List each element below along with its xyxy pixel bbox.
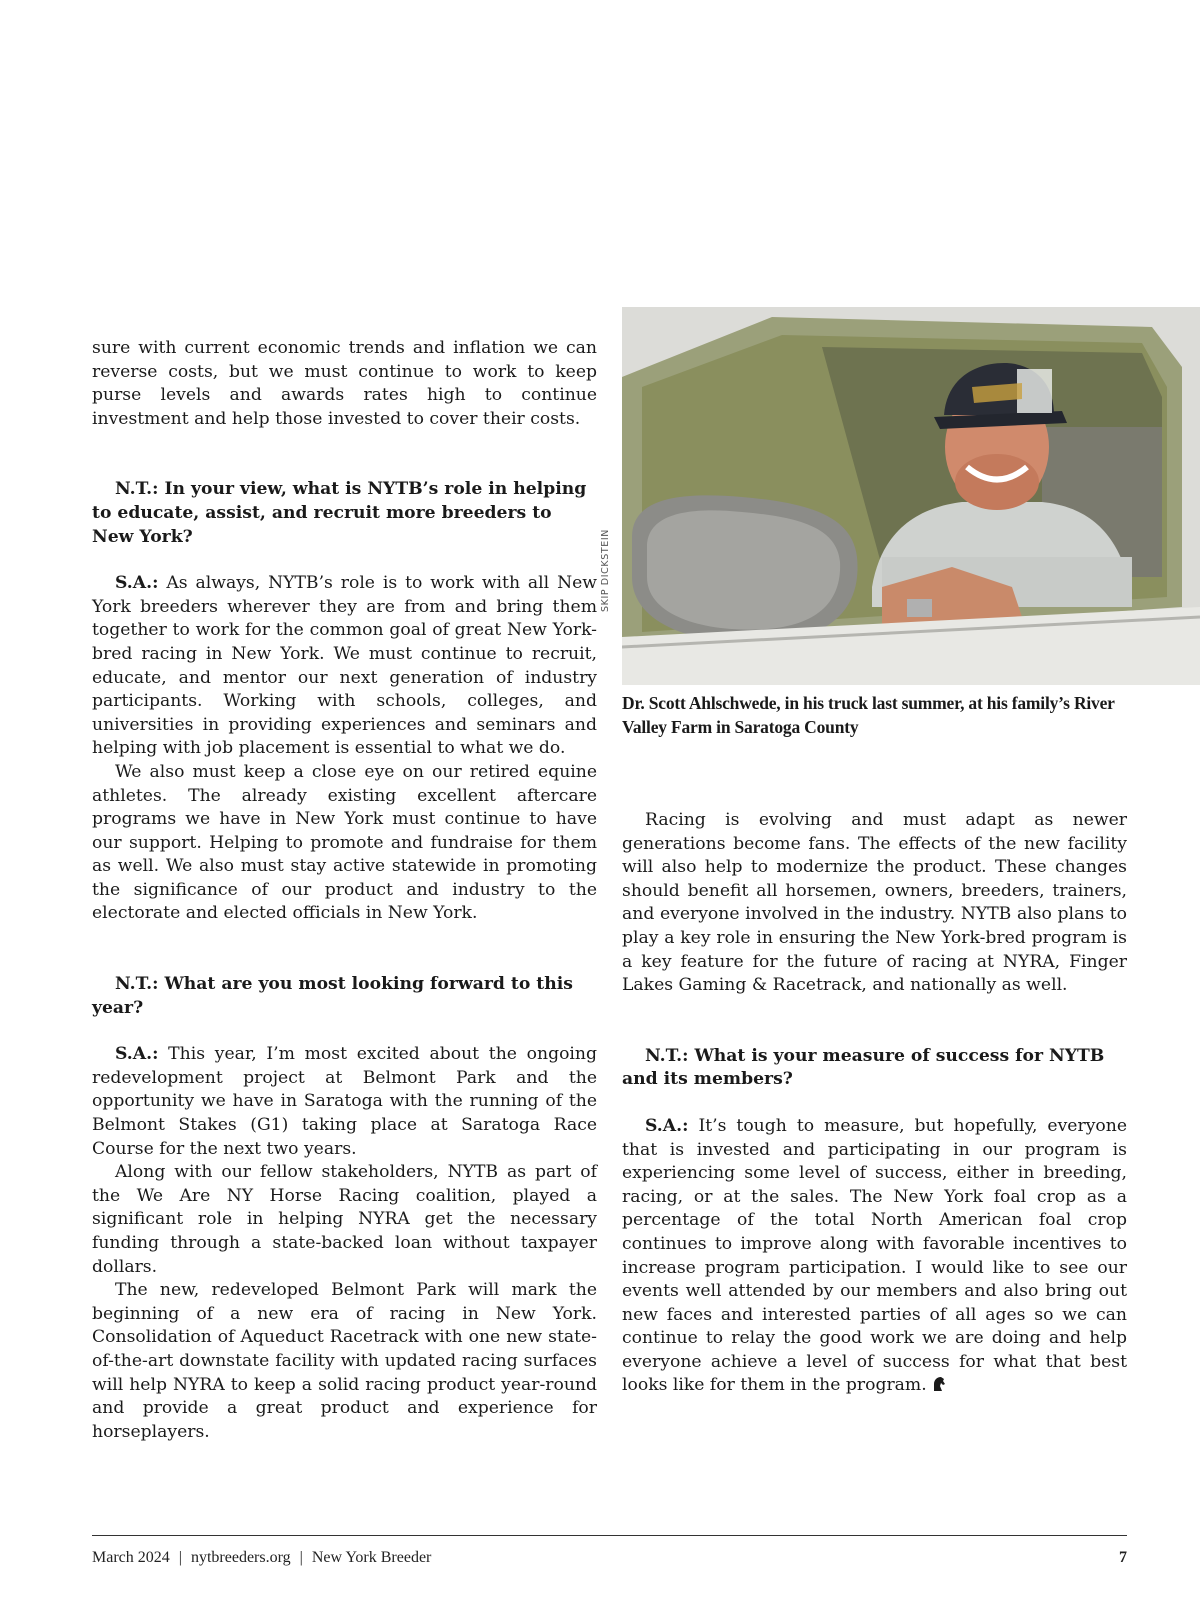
horse-end-mark-icon (931, 1376, 947, 1392)
answer-looking-forward-p3: The new, redeveloped Belmont Park will mark the beginning of a new era of racing in New York. Consolidation of Aqueduct Racetrack with one new state-of-the-art downstate facility with updated racing surfaces will help NYRA to keep a solid racing product year-round and provide a great product and experience for horseplayers. (92, 1280, 597, 1442)
footer-rule (92, 1535, 1127, 1536)
photo-caption: Dr. Scott Ahlschwede, in his truck last summer, at his family’s River Valley Farm in Saratoga County (622, 693, 1115, 737)
photo-man-in-truck (622, 307, 1200, 685)
right-column (622, 809, 1127, 1398)
page-footer (92, 1549, 1127, 1567)
right-intro-paragraph: Racing is evolving and must adapt as newer generations become fans. The effects of the new facility will also help to modernize the product. These changes should benefit all horsemen, owners, breeders, trainers, and everyone involved in the industry. NYTB also plans to play a key role in ensuring the New York-bred program is a key feature for the future of racing at NYRA, Finger Lakes Gaming & Racetrack, and nationally as well. (622, 810, 1127, 996)
footer-website-link[interactable]: nytbreeders.org (190, 1549, 291, 1566)
truck-photo-illustration (622, 307, 1200, 685)
answer-lead: S.A.: (115, 573, 159, 594)
photo-credit: SKIP DICKSTEIN (600, 529, 611, 612)
left-column (92, 337, 597, 1444)
footer-date: March 2024 (92, 1549, 170, 1566)
question-measure-success: N.T.: What is your measure of success for NYTB and its members? (622, 1045, 1105, 1090)
answer-nytb-role-p1: S.A.: As always, NYTB’s role is to work with all New York breeders wherever they are from and bring them together to work for the common goal of great New York-bred racing in New York. We must continue to recruit, educate, and mentor our next generation of industry participants. Working with schools, colleges, and universities in providing experiences and seminars and helping with job placement is essential to what we do. (92, 573, 597, 759)
question-nytb-role: N.T.: In your view, what is NYTB’s role in helping to educate, assist, and recruit more breeders to New York? (92, 479, 587, 547)
question-looking-forward: N.T.: What are you most looking forward to this year? (92, 974, 573, 1018)
answer-looking-forward-p1: S.A.: This year, I’m most excited about the ongoing redevelopment project at Belmont Park and the opportunity we have in Saratoga with the running of the Belmont Stakes (G1) taking place at Saratoga Race Course for the next two years. (92, 1044, 597, 1159)
page-number: 7 (1119, 1549, 1127, 1566)
left-intro-paragraph: sure with current economic trends and inflation we can reverse costs, but we must continue to work to keep purse levels and awards rates high to continue investment and help those invested to cover their costs. (92, 338, 597, 429)
footer-publication: New York Breeder (311, 1549, 432, 1566)
footer-separator: | (299, 1549, 303, 1566)
answer-looking-forward-p2: Along with our fellow stakeholders, NYTB as part of the We Are NY Horse Racing coalition, played a significant role in helping NYRA get the necessary funding through a state-backed loan without taxpayer dollars. (92, 1162, 597, 1277)
footer-separator: | (178, 1549, 182, 1566)
answer-measure-success-p1: S.A.: It’s tough to measure, but hopefully, everyone that is invested and participating in our program is experiencing some level of success, either in breeding, racing, or at the sales. The New York foal crop as a percentage of the total North American foal crop continues to improve along with favorable incentives to increase program participation. I would like to see our events well attended by our members and also bring out new faces and interested parties of all ages so we can continue to relay the good work we are doing and help everyone achieve a level of success for what that best looks like for them in the program. (622, 1115, 1127, 1396)
answer-nytb-role-p2: We also must keep a close eye on our retired equine athletes. The already existing excellent aftercare programs we have in New York must continue to have our support. Helping to promote and fundraise for them as well. We also must stay active statewide in promoting the significance of our product and industry to the electorate and elected officials in New York. (92, 761, 597, 924)
answer-lead: S.A.: (115, 1044, 159, 1065)
answer-lead: S.A.: (645, 1115, 689, 1136)
